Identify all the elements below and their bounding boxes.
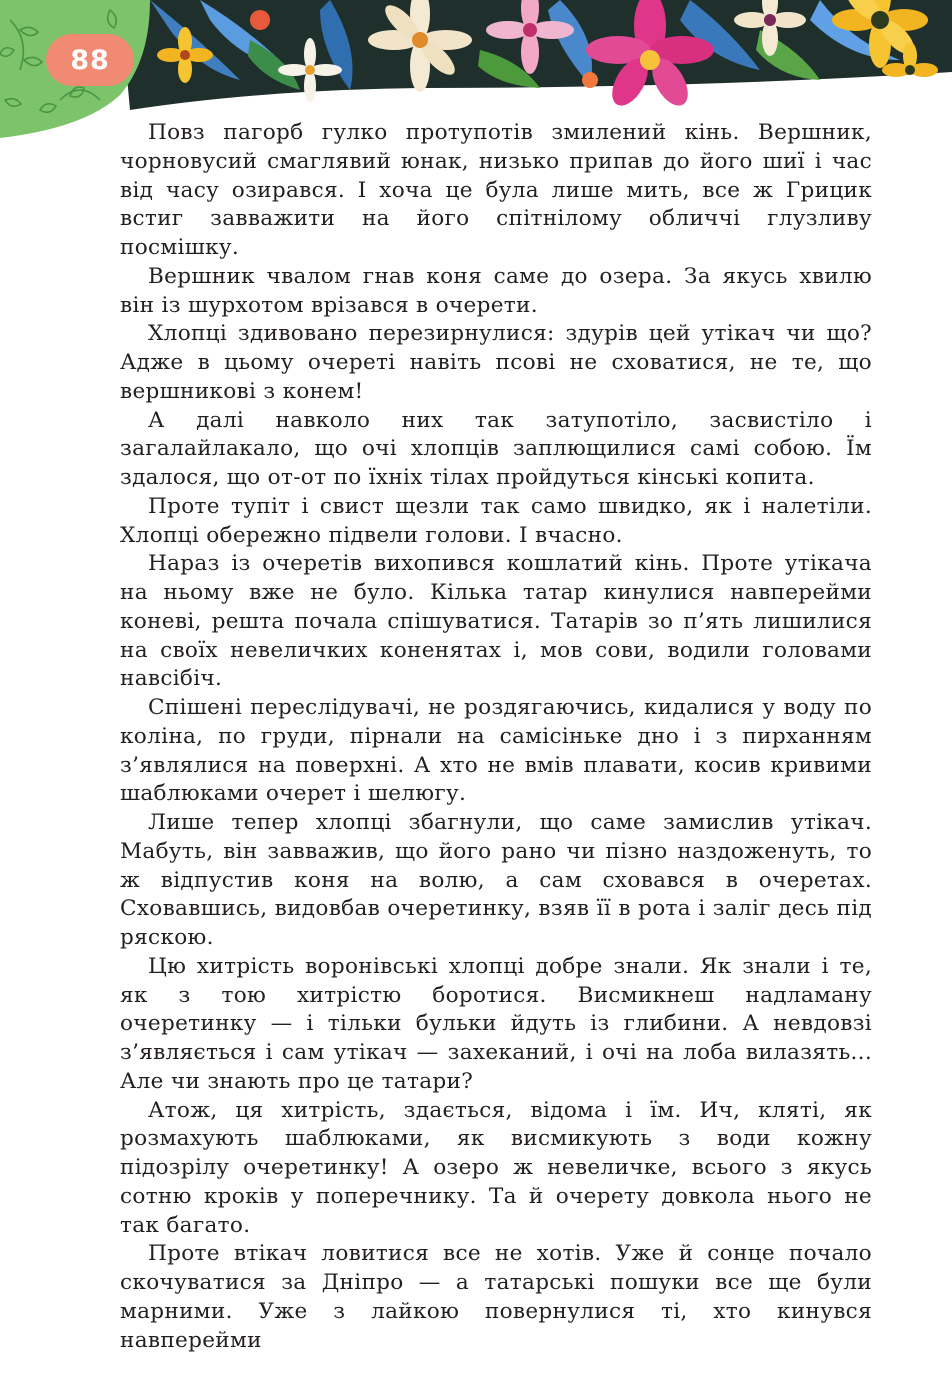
paragraph: Атож, ця хитрість, здається, відома і їм. Ич, кляті, як розмахують шаблюками, як висмикують з води кожну підозрілу очеретинку! А озеро ж невеличке, всього з якусь сотню кроків у поперечнику. Та й очерету довкола нього не так багато. — [120, 1097, 872, 1238]
paragraph: Повз пагорб гулко протупотів змилений кінь. Вершник, чорновусий смаглявий юнак, низько припав до його шиї і час від часу озирався. І хоча це була лише мить, все ж Грицик встиг завважити на його спітнілому обличчі глузливу посмішку. — [120, 120, 872, 260]
story-text — [120, 119, 872, 1355]
paragraph: А далі навколо них так затупотіло, засвистіло і загалайлакало, що очі хлопців заплющилися самі собою. Їм здалося, що от-от по їхніх тілах пройдуться кінські копита. — [120, 407, 872, 490]
paragraph: Цю хитрість воронівські хлопці добре знали. Як знали і те, як з тою хитрістю боротися. Висмикнеш надламану очеретинку — і тільки бульки йдуть із глибини. А невдовзі з’являється і сам утікач — захеканий, і очі на лоба вилазять... Але чи знають про це татари? — [120, 953, 872, 1094]
paragraph: Нараз із очеретів вихопився кошлатий кінь. Проте утікача на ньому вже не було. Кілька татар кинулися навперейми коневі, решта почала спішуватися. Татарів зо п’ять лишилися на своїх невеличких коненятах і, мов сови, водили головами навсібіч. — [120, 551, 872, 692]
paragraph: Лише тепер хлопці збагнули, що саме замислив утікач. Мабуть, він завважив, що його рано чи пізно наздоженуть, то ж відпустив коня на волю, а сам сховався в очеретах. Сховавшись, видовбав очеретинку, взяв її в рота і заліг десь під ряскою. — [120, 810, 872, 950]
paragraph: Спішені переслідувачі, не роздягаючись, кидалися у воду по коліна, по груди, пірнали на самісіньке дно і з пирханням з’являлися на поверхні. А хто не вмів плавати, косив кривими шаблюками очерет і шелюгу. — [120, 695, 872, 807]
paragraph: Хлопці здивовано перезирнулися: здурів цей утікач чи що? Адже в цьому очереті навіть псові не сховатися, не те, що вершникові з конем! — [120, 321, 872, 404]
paragraph: Проте тупіт і свист щезли так само швидко, як і налетіли. Хлопці обережно підвели голови. І вчасно. — [120, 493, 872, 548]
paragraph: Проте втікач ловитися все не хотів. Уже й сонце почало скочуватися за Дніпро — а татарські пошуки все ще були марними. Уже з лайкою повернулися ті, хто кинувся навперейми — [120, 1241, 872, 1353]
page-number-badge: 88 — [46, 34, 134, 86]
paragraph: Вершник чвалом гнав коня саме до озера. За якусь хвилю він із шурхотом врізався в очерети. — [120, 263, 872, 318]
